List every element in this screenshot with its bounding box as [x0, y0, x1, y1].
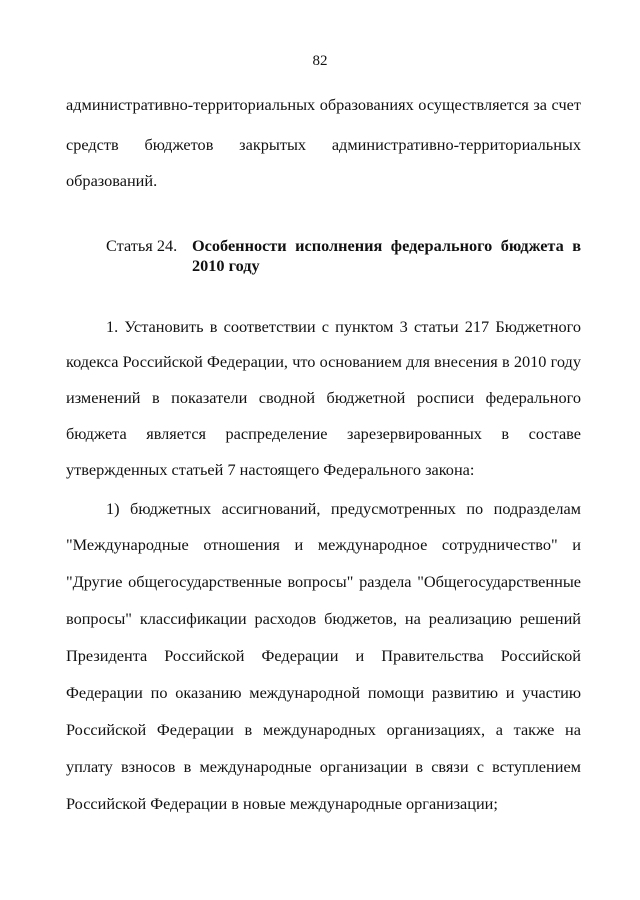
- paragraph1-line-5: утвержденных статьей 7 настоящего Федерального закона:: [66, 460, 475, 479]
- item1-line-4: вопросы" классификации расходов бюджетов, на реализацию решений: [66, 609, 581, 628]
- paragraph1-line-4: бюджета является распределение зарезервированных в составе: [66, 424, 581, 443]
- item1-line-8: уплату взносов в международные организации в связи с вступлением: [66, 757, 581, 776]
- paragraph1-line-1: 1. Установить в соответствии с пунктом 3 статьи 217 Бюджетного: [106, 317, 581, 336]
- item1-line-1: 1) бюджетных ассигнований, предусмотренных по подразделам: [106, 499, 581, 518]
- article-label: Статья 24.: [106, 236, 178, 255]
- item1-line-3: "Другие общегосударственные вопросы" раздела "Общегосударственные: [66, 572, 581, 591]
- paragraph1-line-3: изменений в показатели сводной бюджетной росписи федерального: [66, 388, 581, 407]
- item1-line-9: Российской Федерации в новые международные организации;: [66, 794, 498, 813]
- intro-line-1: административно-территориальных образованиях осуществляется за счет: [66, 95, 581, 114]
- item1-line-5: Президента Российской Федерации и Правительства Российской: [66, 646, 581, 665]
- article-title: [192, 236, 581, 276]
- page-number: 82: [312, 53, 328, 69]
- intro-line-2: средств бюджетов закрытых административно-территориальных: [66, 135, 581, 154]
- item1-line-7: Российской Федерации в международных организациях, а также на: [66, 720, 581, 739]
- item1-line-2: "Международные отношения и международное сотрудничество" и: [66, 535, 581, 554]
- paragraph1-line-2: кодекса Российской Федерации, что основанием для внесения в 2010 году: [66, 352, 581, 371]
- article-title-line-2: 2010 году: [192, 256, 260, 275]
- intro-line-3: образований.: [66, 171, 158, 190]
- item1-line-6: Федерации по оказанию международной помощи развитию и участию: [66, 683, 581, 702]
- article-title-line-1: Особенности исполнения федерального бюджета в: [192, 236, 581, 255]
